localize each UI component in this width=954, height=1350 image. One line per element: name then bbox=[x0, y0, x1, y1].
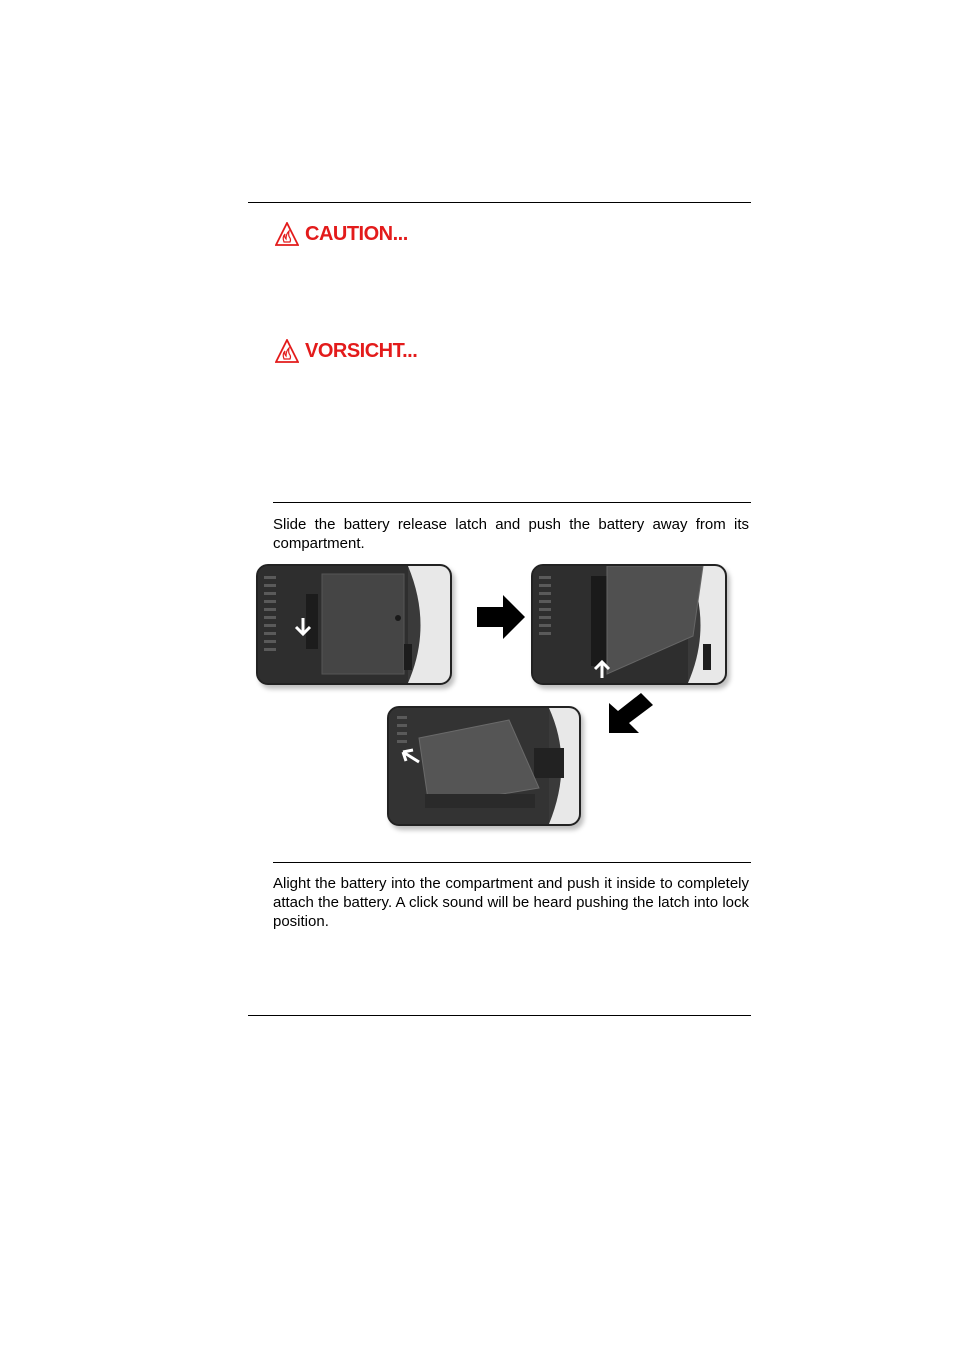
battery-photo-removed bbox=[387, 706, 581, 826]
battery-photo-lift bbox=[531, 564, 727, 685]
top-rule bbox=[248, 202, 751, 203]
warning-triangle-icon bbox=[275, 339, 299, 363]
arrow-down-icon bbox=[294, 616, 312, 638]
vorsicht-label: VORSICHT... bbox=[305, 339, 418, 362]
section-rule-remove bbox=[273, 502, 751, 503]
arrow-down-left-icon bbox=[609, 693, 653, 738]
vorsicht-heading bbox=[275, 339, 417, 363]
arrow-up-left-icon bbox=[399, 746, 421, 766]
bottom-rule bbox=[248, 1015, 751, 1016]
caution-label: CAUTION... bbox=[305, 222, 408, 245]
install-step-text: Alight the battery into the compartment and push it inside to completely attach the battery. A click sound will be heard pushing the latch into lock position. bbox=[273, 875, 749, 930]
section-rule-install bbox=[273, 862, 751, 863]
arrow-right-icon bbox=[477, 595, 525, 644]
arrow-up-icon bbox=[593, 658, 611, 680]
caution-heading bbox=[275, 222, 408, 246]
remove-step-text: Slide the battery release latch and push the battery away from its compartment. bbox=[273, 516, 749, 552]
battery-photo-latch bbox=[256, 564, 452, 685]
warning-triangle-icon bbox=[275, 222, 299, 246]
